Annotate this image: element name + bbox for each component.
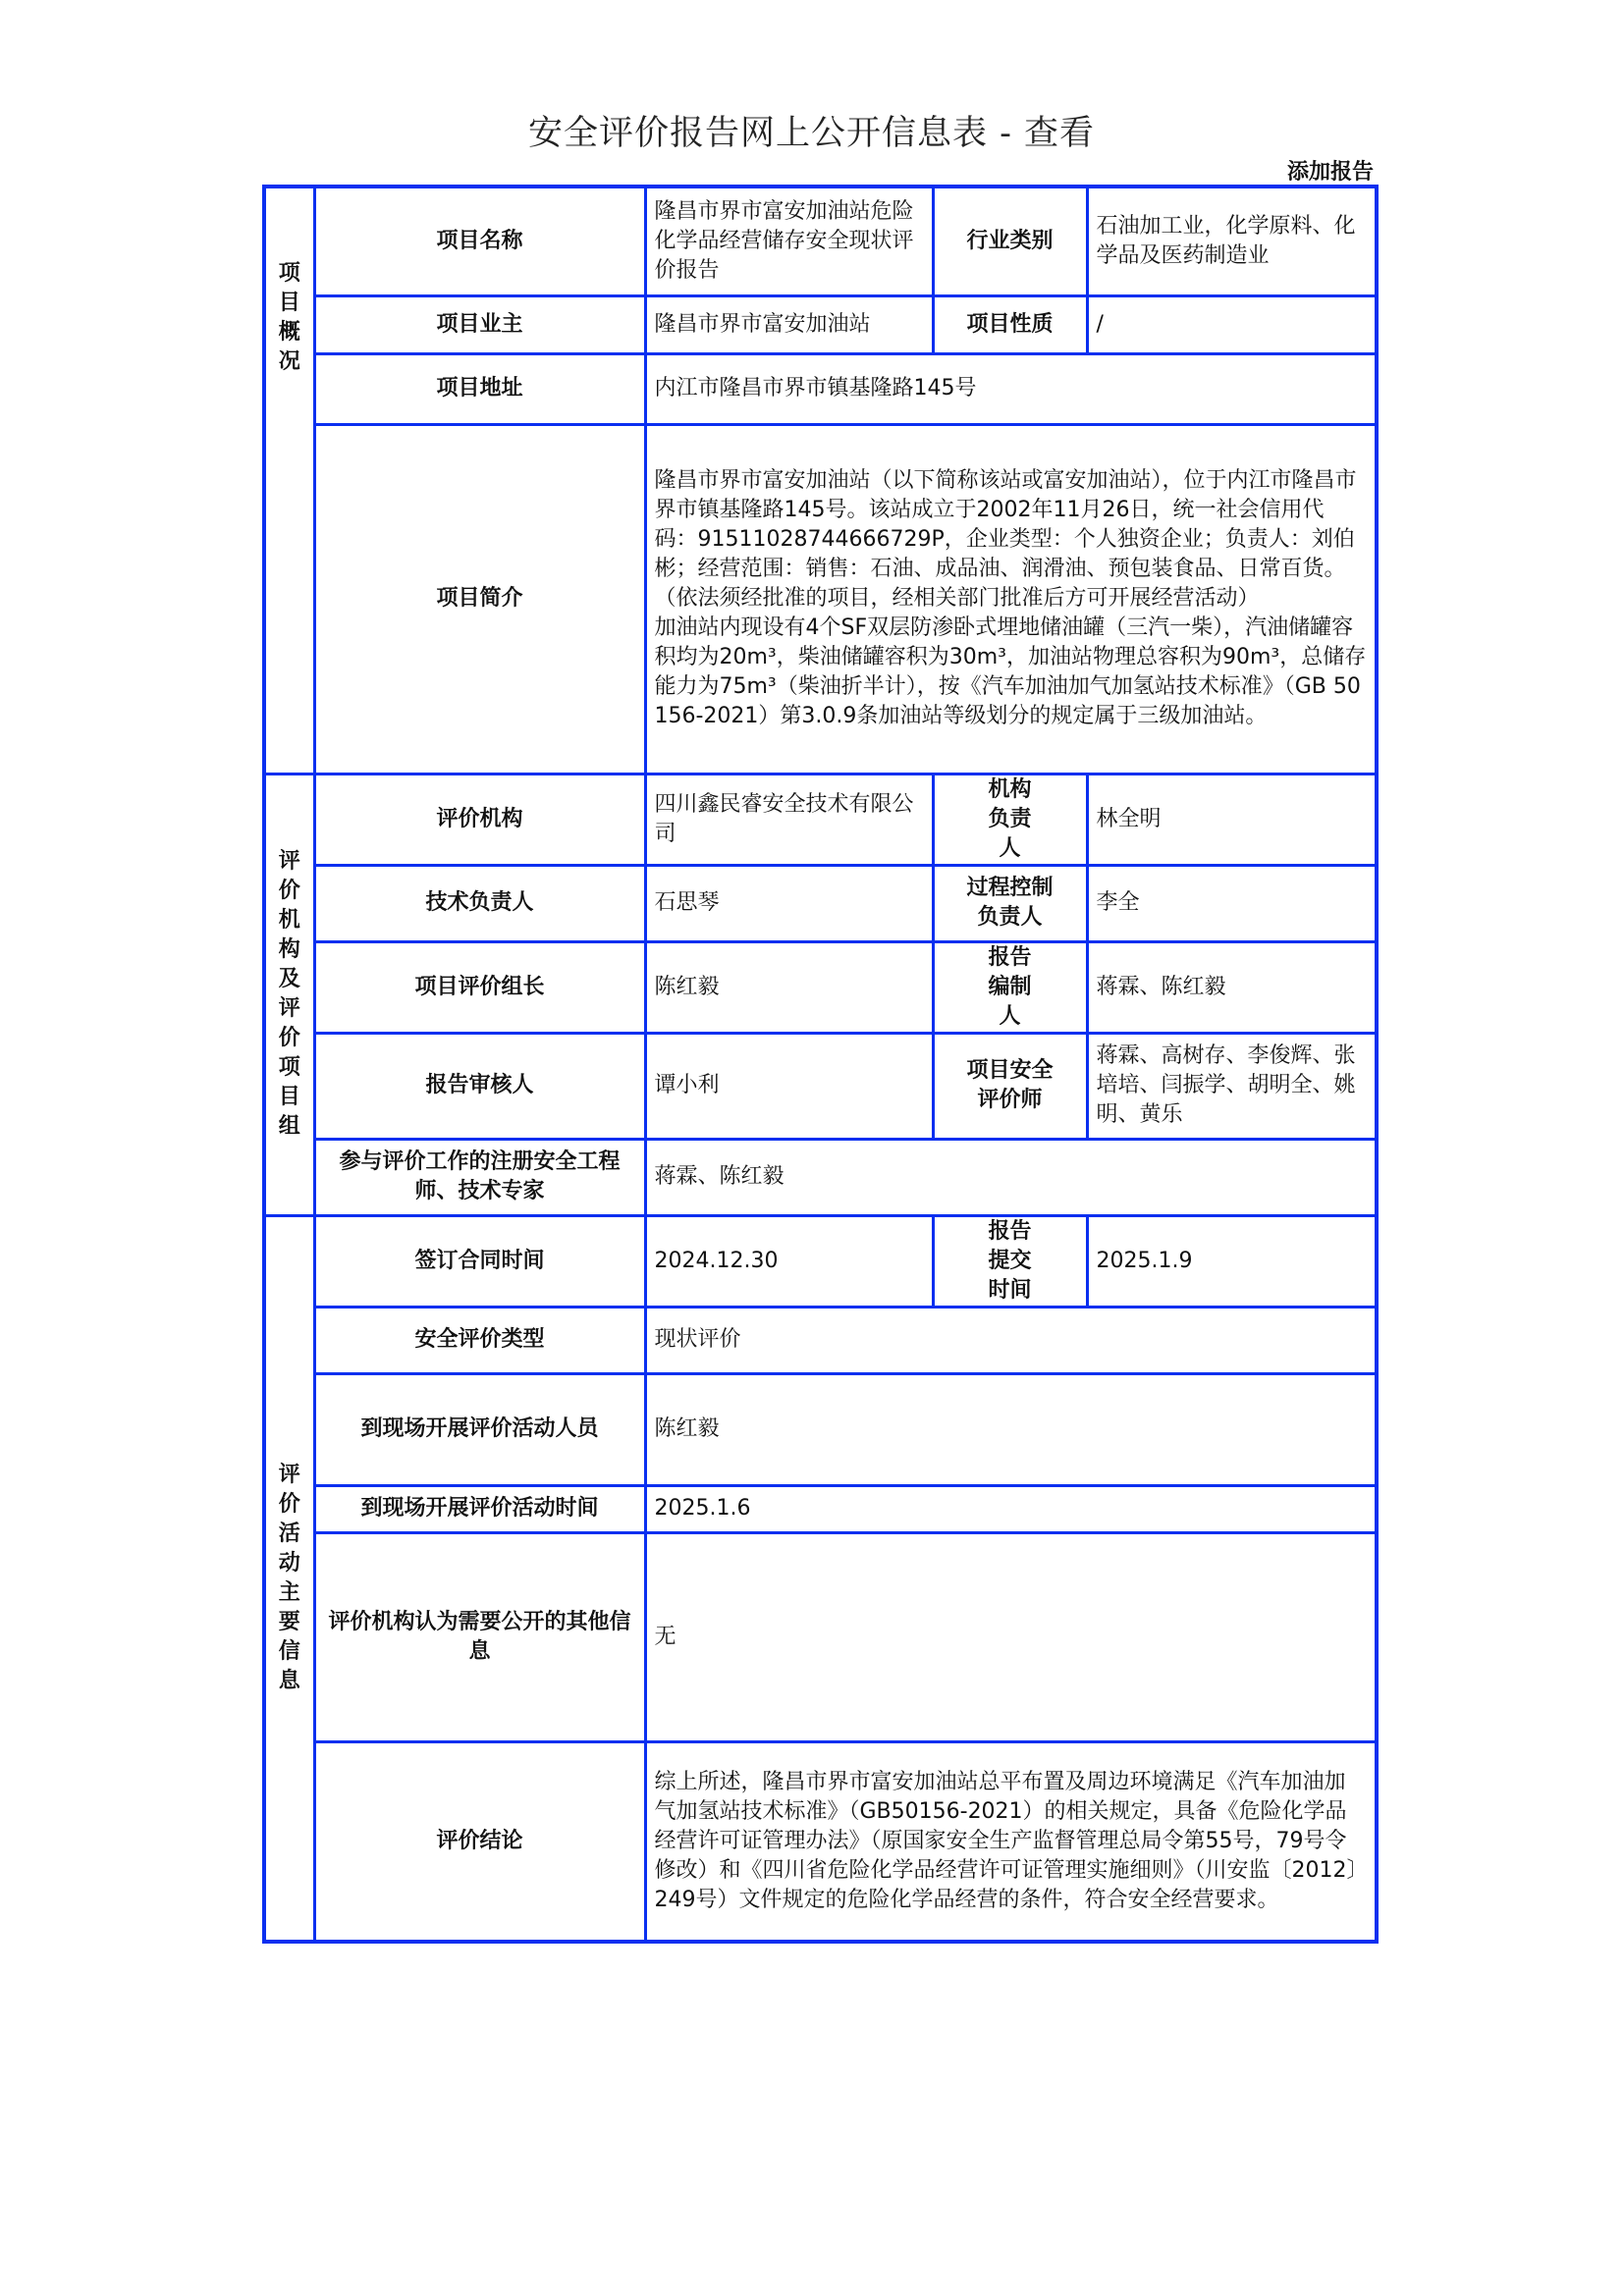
nature-value: / xyxy=(1087,295,1377,353)
engineers-label xyxy=(314,1139,645,1215)
industry-label: 行业类别 xyxy=(933,187,1087,295)
address-label: 项目地址 xyxy=(314,353,645,424)
agency-value: 四川鑫民睿安全技术有限公司 xyxy=(645,774,933,865)
row-owner xyxy=(264,295,1377,353)
intro-paragraph-1: 隆昌市界市富安加油站（以下简称该站或富安加油站），位于内江市隆昌市界市镇基隆路145号。该站成立于2002年11月26日，统一社会信用代码：915110287446667​29P，企业类型：个人独资企业；负责人：刘伯彬；经营范围：销售：石油、成品油、润滑油、预包装食品、日常百货。（依法须经批准的项目，经相关部门批准后方可开展经营活动） xyxy=(654,468,1357,611)
row-conclusion xyxy=(264,1741,1377,1942)
section-org-team xyxy=(264,774,314,1215)
compiler-label xyxy=(933,941,1087,1033)
page-title: 安全评价报告网上公开信息表 - 查看 xyxy=(527,114,1096,153)
other-info-value: 无 xyxy=(645,1532,1377,1741)
other-info-label-text: 评价机构认为需要公开的其他信息 xyxy=(328,1609,631,1664)
process-lead-label-text: 过程控制负责人 xyxy=(966,876,1054,930)
row-engineers xyxy=(264,1139,1377,1215)
process-lead-value: 李全 xyxy=(1087,865,1377,941)
reviewer-label: 报告审核人 xyxy=(314,1033,645,1139)
add-report-link[interactable]: 添加报告 xyxy=(1286,160,1374,185)
section-overview xyxy=(264,187,314,774)
row-address xyxy=(264,353,1377,424)
agency-head-label xyxy=(933,774,1087,865)
compiler-value: 蒋霖、陈红毅 xyxy=(1087,941,1377,1033)
owner-value: 隆昌市界市富安加油站 xyxy=(645,295,933,353)
project-name-value: 隆昌市界市富安加油站危险化学品经营储存安全现状评价报告 xyxy=(645,187,933,295)
info-table xyxy=(262,185,1379,1944)
project-name-label: 项目名称 xyxy=(314,187,645,295)
row-intro xyxy=(264,424,1377,774)
row-onsite-date xyxy=(264,1485,1377,1532)
assessors-label xyxy=(933,1033,1087,1139)
tech-lead-value: 石思琴 xyxy=(645,865,933,941)
row-type xyxy=(264,1307,1377,1373)
agency-label: 评价机构 xyxy=(314,774,645,865)
agency-head-value: 林全明 xyxy=(1087,774,1377,865)
intro-label: 项目简介 xyxy=(314,424,645,774)
assessors-value: 蒋霖、高树存、李俊辉、张培培、闫振学、胡明全、姚明、黄乐 xyxy=(1087,1033,1377,1139)
conclusion-label: 评价结论 xyxy=(314,1741,645,1942)
section-overview-label: 项目概况 xyxy=(278,261,300,374)
row-tech-lead xyxy=(264,865,1377,941)
intro-paragraph-2: 加油站内现设有4个SF双层防渗卧式埋地储油罐（三汽一柴），汽油储罐容积均为20m³，柴油储罐容积为30m³，加油站物理总容积为90m³，总储存能力为75m³（柴油折半计），按《汽车加油加气加氢站技术标准》（GB 50156-2021）第3.0.9条加油站等级划分的规定属于三级加油站。 xyxy=(654,615,1367,728)
onsite-date-label: 到现场开展评价活动时间 xyxy=(314,1485,645,1532)
reviewer-value: 谭小利 xyxy=(645,1033,933,1139)
row-contract-date xyxy=(264,1215,1377,1307)
tech-lead-label: 技术负责人 xyxy=(314,865,645,941)
section-org-team-label: 评价机构及评价项目组 xyxy=(278,849,300,1139)
onsite-date-value: 2025.1.6 xyxy=(645,1485,1377,1532)
assessors-label-text: 项目安全评价师 xyxy=(966,1058,1054,1112)
section-activity xyxy=(264,1215,314,1942)
onsite-staff-value: 陈红毅 xyxy=(645,1373,1377,1485)
engineers-value: 蒋霖、陈红毅 xyxy=(645,1139,1377,1215)
row-reviewer xyxy=(264,1033,1377,1139)
agency-head-label-text: 机构负责人 xyxy=(988,776,1032,861)
contract-date-label: 签订合同时间 xyxy=(314,1215,645,1307)
onsite-staff-label: 到现场开展评价活动人员 xyxy=(314,1373,645,1485)
submit-date-value: 2025.1.9 xyxy=(1087,1215,1377,1307)
row-agency xyxy=(264,774,1377,865)
conclusion-value: 综上所述，隆昌市界市富安加油站总平布置及周边环境满足《汽车加油加气加氢站技术标准》（GB50156-2021）的相关规定，具备《危险化学品经营许可证管理办法》（原国家安全生产监督管理总局令第55号，79号令修改）和《四川省危险化学品经营许可证管理实施细则》（川安监〔2012〕249号）文件规定的危险化学品经营的条件，符合安全经营要求。 xyxy=(645,1741,1377,1942)
owner-label: 项目业主 xyxy=(314,295,645,353)
other-info-label xyxy=(314,1532,645,1741)
type-value: 现状评价 xyxy=(645,1307,1377,1373)
type-label: 安全评价类型 xyxy=(314,1307,645,1373)
contract-date-value: 2024.12.30 xyxy=(645,1215,933,1307)
submit-date-label xyxy=(933,1215,1087,1307)
nature-label: 项目性质 xyxy=(933,295,1087,353)
row-other-info xyxy=(264,1532,1377,1741)
engineers-label-text: 参与评价工作的注册安全工程师、技术专家 xyxy=(339,1149,621,1203)
team-leader-value: 陈红毅 xyxy=(645,941,933,1033)
row-team-leader xyxy=(264,941,1377,1033)
industry-value: 石油加工业，化学原料、化学品及医药制造业 xyxy=(1087,187,1377,295)
address-value: 内江市隆昌市界市镇基隆路145号 xyxy=(645,353,1377,424)
section-activity-label: 评价活动主要信息 xyxy=(278,1462,300,1693)
intro-value xyxy=(645,424,1377,774)
process-lead-label xyxy=(933,865,1087,941)
compiler-label-text: 报告编制人 xyxy=(988,944,1032,1029)
row-project-name xyxy=(264,187,1377,295)
team-leader-label: 项目评价组长 xyxy=(314,941,645,1033)
row-onsite-staff xyxy=(264,1373,1377,1485)
submit-date-label-text: 报告提交时间 xyxy=(988,1218,1032,1303)
